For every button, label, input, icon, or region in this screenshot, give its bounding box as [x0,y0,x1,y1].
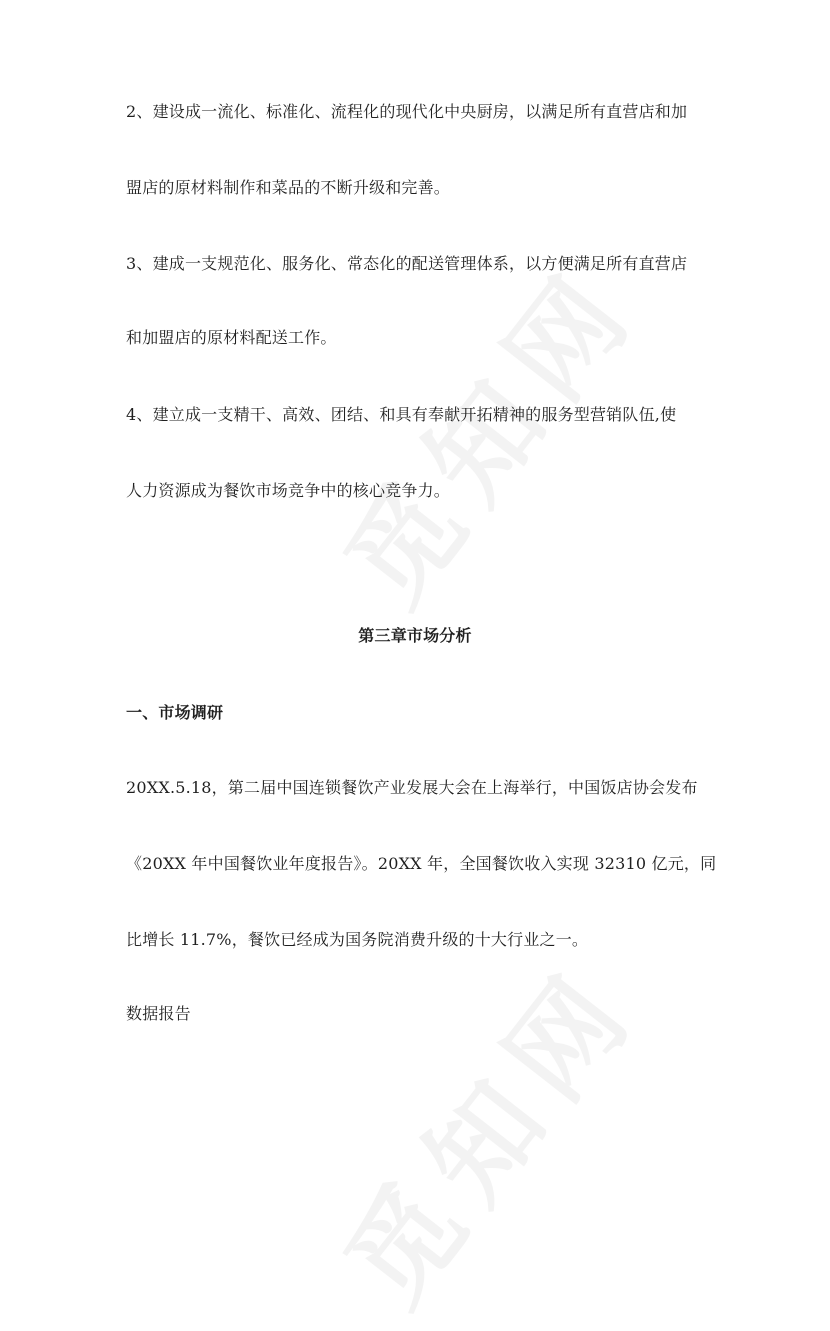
goal-line-2: 盟店的原材料制作和菜品的不断升级和完善。 [126,178,451,197]
research-line-3: 比增长 11.7%，餐饮已经成为国务院消费升级的十大行业之一。 [126,930,589,949]
goal-line-3: 3、建成一支规范化、服务化、常态化的配送管理体系，以方便满足所有直营店 [126,254,688,273]
data-report-label: 数据报告 [126,1004,191,1023]
chapter-title: 第三章市场分析 [358,626,472,645]
goal-line-4: 和加盟店的原材料配送工作。 [126,328,337,347]
watermark-1 [303,227,668,632]
goal-line-1: 2、建设成一流化、标准化、流程化的现代化中央厨房，以满足所有直营店和加 [126,102,688,121]
section-title: 一、市场调研 [126,703,224,722]
goal-line-6: 人力资源成为餐饮市场竞争中的核心竞争力。 [126,481,451,500]
research-line-1: 20XX.5.18，第二届中国连锁餐饮产业发展大会在上海举行，中国饭店协会发布 [126,778,698,797]
watermark-2 [303,927,668,1331]
goal-line-5: 4、建立成一支精干、高效、团结、和具有奉献开拓精神的服务型营销队伍,使 [126,405,677,424]
research-line-2: 《20XX 年中国餐饮业年度报告》。20XX 年，全国餐饮收入实现 32310 亿元，同 [126,854,717,873]
